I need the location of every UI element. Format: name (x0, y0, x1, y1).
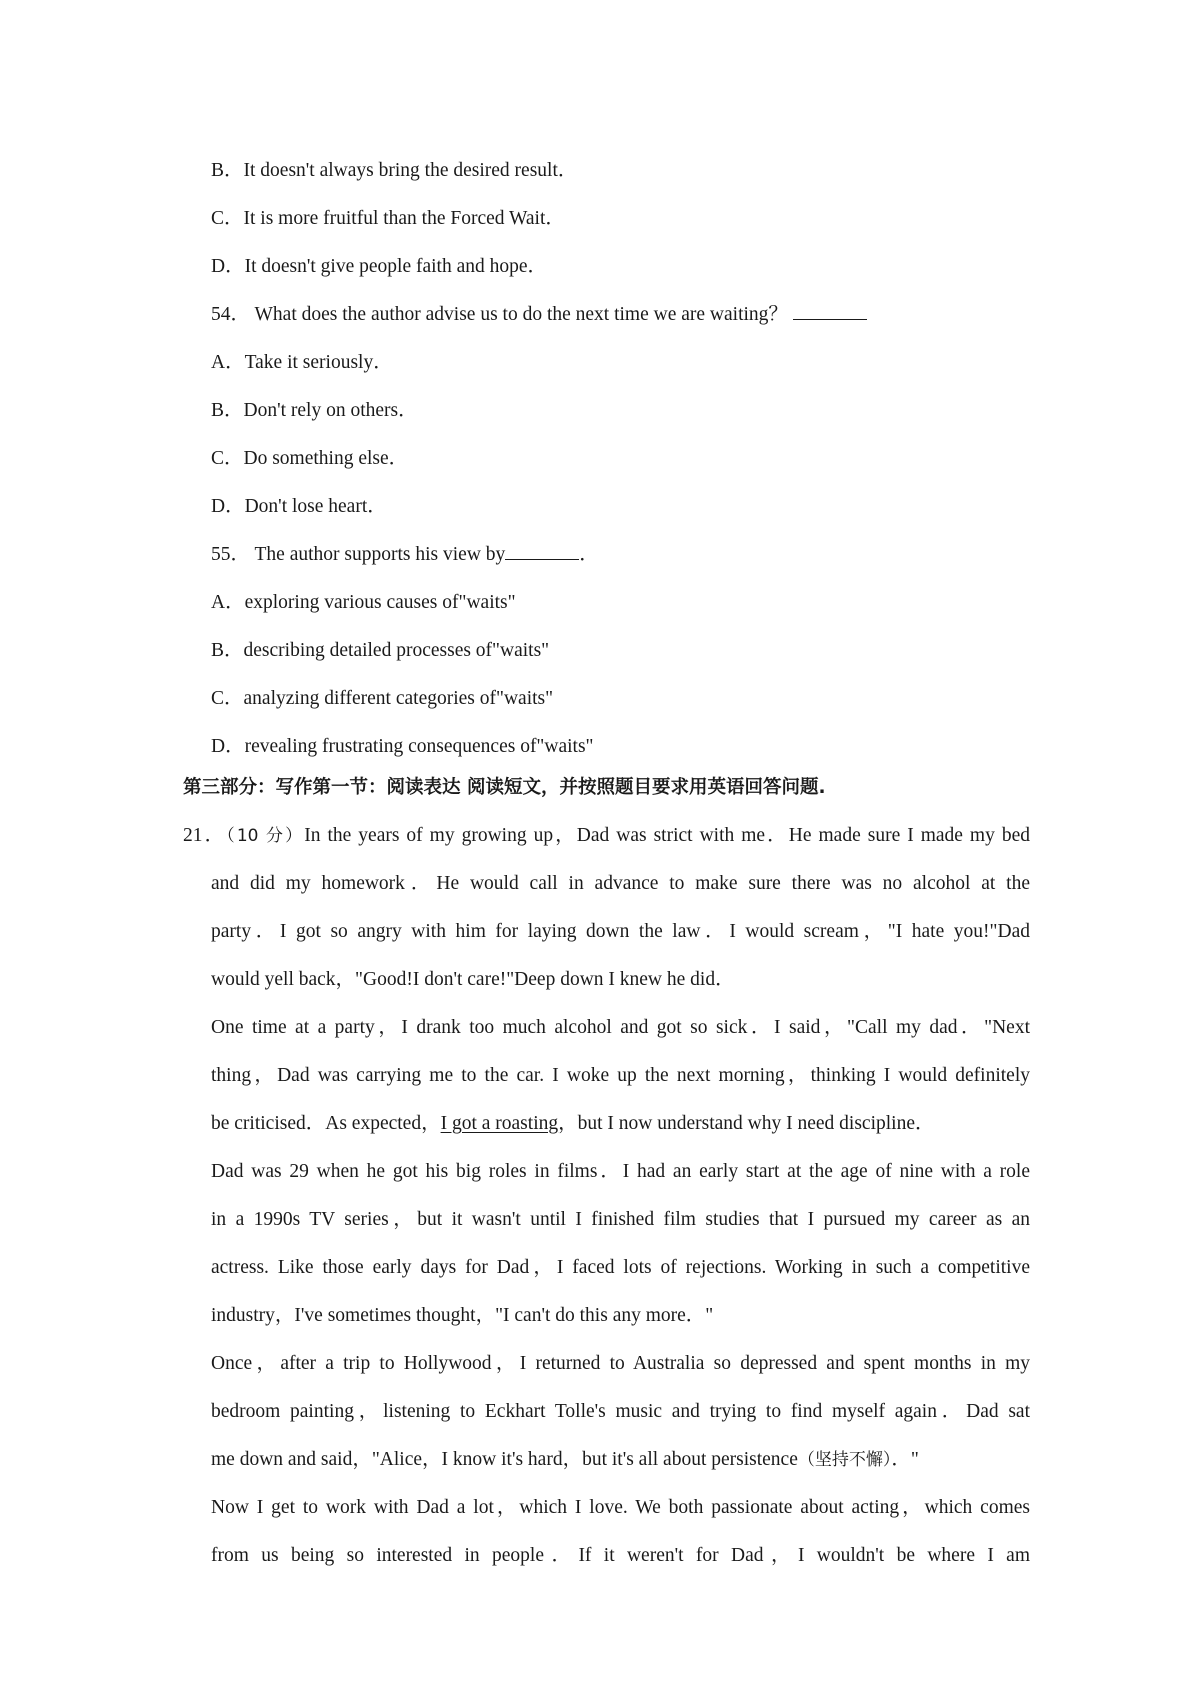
passage-line (183, 823, 1030, 849)
passage-line: actress. Like those early days for Dad，I faced lots of rejections. Working in such a competitive (211, 1257, 1030, 1278)
option-text: analyzing different categories of"waits" (243, 688, 554, 709)
underlined-phrase: I got a roasting (440, 1113, 559, 1134)
option-letter: A． (211, 592, 245, 613)
option-letter: C． (211, 208, 244, 229)
passage-line: party．I got so angry with him for laying down the law．I would scream，"I hate you!"Dad (211, 921, 1030, 942)
option-text: It doesn't always bring the desired result． (243, 160, 578, 181)
option-q54-c (211, 446, 408, 472)
passage-line: from us being so interested in people．If it weren't for Dad，I wouldn't be where I am (211, 1545, 1030, 1566)
chinese-gloss: （坚持不懈） (797, 1450, 892, 1470)
option-q54-d (211, 494, 387, 520)
option-q55-b (211, 638, 549, 664)
option-text: describing detailed processes of"waits" (243, 640, 550, 661)
score-label: （10 分） (226, 826, 305, 846)
question-end: ． (579, 544, 599, 565)
answer-blank (793, 303, 867, 320)
option-letter: D． (211, 736, 245, 757)
option-text: exploring various causes of"waits" (244, 592, 516, 613)
passage-line: in a 1990s TV series，but it wasn't until I finished film studies that I pursued my career as an (211, 1209, 1030, 1230)
option-letter: A． (211, 352, 245, 373)
passage-line: Dad was 29 when he got his big roles in films．I had an early start at the age of nine with a role (211, 1161, 1030, 1182)
question-number: 21． (183, 825, 227, 846)
passage-text: ，but I now understand why I need discipline． (558, 1113, 935, 1134)
option-q53-b (211, 158, 577, 184)
question-55-stem (211, 542, 599, 568)
option-text: Don't lose heart． (244, 496, 387, 517)
passage-line: bedroom painting，listening to Eckhart Tolle's music and trying to find myself again．Dad sat (211, 1401, 1030, 1422)
option-letter: B． (211, 160, 244, 181)
option-text: Don't rely on others． (243, 400, 418, 421)
option-text: revealing frustrating consequences of"waits" (244, 736, 594, 757)
passage-text: ．" (891, 1449, 919, 1470)
passage-line: and did my homework．He would call in advance to make sure there was no alcohol at the (211, 873, 1030, 894)
option-q54-b (211, 398, 418, 424)
passage-text: me down and said，"Alice，I know it's hard，but it's all about persistence (211, 1449, 798, 1470)
option-q55-d (211, 734, 594, 760)
passage-line: thing，Dad was carrying me to the car. I woke up the next morning，thinking I would definitely (211, 1065, 1030, 1086)
option-q54-a (211, 350, 393, 376)
passage-line: Once，after a trip to Hollywood，I returned to Australia so depressed and spent months in my (211, 1353, 1030, 1374)
option-text: Take it seriously． (244, 352, 393, 373)
passage-line: One time at a party，I drank too much alcohol and got so sick．I said，"Call my dad．"Next (211, 1017, 1030, 1038)
passage-line: industry，I've sometimes thought，"I can't do this any more．" (211, 1305, 714, 1326)
passage-line (211, 1111, 1030, 1137)
passage-line (211, 1447, 1030, 1473)
option-text: It doesn't give people faith and hope． (244, 256, 548, 277)
option-q53-d (211, 254, 547, 280)
passage-text: In the years of my growing up，Dad was strict with me．He made sure I made my bed (304, 825, 1030, 846)
answer-blank (505, 543, 579, 560)
question-text: 55． The author supports his view by (211, 544, 506, 565)
option-q55-c (211, 686, 553, 712)
option-letter: C． (211, 448, 244, 469)
option-q53-c (211, 206, 565, 232)
option-letter: D． (211, 256, 245, 277)
option-letter: D． (211, 496, 245, 517)
option-letter: C． (211, 688, 244, 709)
question-text: 54． What does the author advise us to do the next time we are waiting？ (211, 304, 788, 325)
option-text: It is more fruitful than the Forced Wait． (243, 208, 565, 229)
passage-line: would yell back，"Good!I don't care!"Deep down I knew he did． (211, 969, 735, 990)
option-text: Do something else． (243, 448, 409, 469)
option-letter: B． (211, 400, 244, 421)
passage-line: Now I get to work with Dad a lot，which I love. We both passionate about acting，which comes (211, 1497, 1030, 1518)
passage-text: be criticised．As expected， (211, 1113, 441, 1134)
option-letter: B． (211, 640, 244, 661)
section-heading: 第三部分：写作第一节：阅读表达 阅读短文，并按照题目要求用英语回答问题. (183, 777, 826, 798)
question-54-stem (211, 302, 867, 328)
option-q55-a (211, 590, 516, 616)
